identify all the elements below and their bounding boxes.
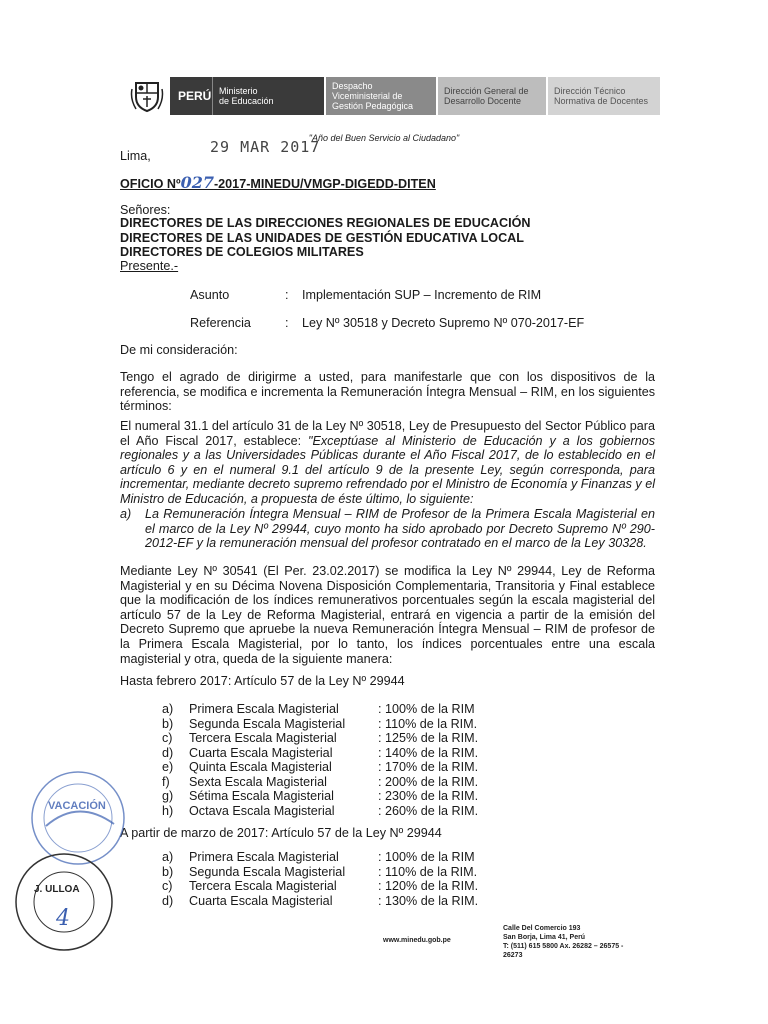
paragraph-2 [120,419,655,507]
footer-url: www.minedu.gob.pe [383,937,451,944]
scale-marker: d) [162,745,174,760]
list-2-title: A partir de marzo de 2017: Artículo 57 de la Ley Nº 29944 [120,826,442,840]
scale-name: Sétima Escala Magisterial [189,789,334,803]
scale-name: Quinta Escala Magisterial [189,760,332,774]
scale-name: Octava Escala Magisterial [189,803,335,818]
paragraph-2-intro: El numeral 31.1 del artículo 31 de la Ley Nº 30518, Ley de Presupuesto del Sector Público para el Año Fiscal 2017, establece: [120,419,655,448]
scale-marker: a) [162,702,174,716]
presente: Presente.- [120,259,179,273]
scale-marker: b) [162,716,174,731]
scale-marker: c) [162,879,173,893]
paragraph-2-item: La Remuneración Íntegra Mensual – RIM de Profesor de la Primera Escala Magisterial en el marco de la Ley Nº 29944, cuyo monto ha sido aprobado por Decreto Supremo Nº 290-2012-EF y la remuneración mensual del profesor contratado en el marco de la Ley 30328. [145,507,655,551]
scale-name: Primera Escala Magisterial [189,850,339,864]
header-direccion-general: Dirección General de Desarrollo Docente [438,77,546,115]
scale-marker: c) [162,731,173,745]
recipient-line: DIRECTORES DE LAS DIRECCIONES REGIONALES DE EDUCACIÓN [120,216,531,230]
scale-name: Tercera Escala Magisterial [189,879,337,893]
scale-marker: b) [162,864,174,879]
oficio-handwritten-number: 027 [180,173,214,192]
scale-value: : 140% de la RIM. [378,745,479,760]
list-marker: a) [120,507,132,521]
stamp-1-text: VACACIÓN [48,800,106,812]
header-country: PERÚ [170,77,212,115]
scale-value: : 100% de la RIM [378,850,475,864]
scale-value: : 125% de la RIM. [378,731,479,745]
footer-address-line: Calle Del Comercio 193 [503,925,581,932]
oficio-prefix: OFICIO Nº [120,177,181,191]
scale-value: : 130% de la RIM. [378,893,479,908]
scale-marker: g) [162,789,174,803]
scale-name: Tercera Escala Magisterial [189,731,337,745]
scale-name: Segunda Escala Magisterial [189,716,346,731]
list-1-title: Hasta febrero 2017: Artículo 57 de la Ley Nº 29944 [120,674,405,688]
city: Lima, [120,149,151,163]
signature: 4 [56,906,70,931]
scale-value: : 110% de la RIM. [378,864,478,879]
year-motto: "Año del Buen Servicio al Ciudadano" [308,133,460,143]
date-stamp: 29 MAR 2017 [210,138,321,156]
specialist-stamp-icon [12,850,116,954]
header-ministry: Ministerio de Educación [212,77,324,115]
footer-address-line: 26273 [503,952,523,959]
scale-value: : 260% de la RIM. [378,803,479,818]
header-despacho: Despacho Viceministerial de Gestión Pedagógica [326,77,436,115]
scale-value: : 110% de la RIM. [378,716,478,731]
oficio-number [120,173,436,192]
footer-address-line: San Borja, Lima 41, Perú [503,934,586,941]
referencia-value: Ley Nº 30518 y Decreto Supremo Nº 070-2017-EF [302,316,585,330]
scale-marker: a) [162,850,174,864]
scale-name: Cuarta Escala Magisterial [189,893,333,908]
scale-value: : 200% de la RIM. [378,774,479,789]
scale-value: : 100% de la RIM [378,702,475,716]
paragraph-3: Mediante Ley Nº 30541 (El Per. 23.02.2017) se modifica la Ley Nº 29944, Ley de Reforma Magisterial y en su Décima Novena Disposición Complementaria, Transitoria y Final establece que la modificación de los índices remunerativos porcentuales según la escala magisterial del artículo 57 de la Ley de Reforma Magisterial, entrará en vigencia a partir de la emisión del Decreto Supremo que apruebe la nueva Remuneración Íntegra Mensual – RIM de profesor de la Primera Escala Magisterial, por lo tanto, los índices porcentuales entre una escala magisterial y otra, queda de la siguiente manera: [120,564,655,666]
asunto-colon: : [285,288,289,302]
scale-marker: h) [162,803,174,818]
referencia-label: Referencia [190,316,251,330]
recipient-line: DIRECTORES DE LAS UNIDADES DE GESTIÓN EDUCATIVA LOCAL [120,231,524,245]
recipient-line: DIRECTORES DE COLEGIOS MILITARES [120,245,364,259]
asunto-value: Implementación SUP – Incremento de RIM [302,288,542,302]
scale-name: Cuarta Escala Magisterial [189,745,333,760]
letterhead [128,77,660,115]
paragraph-2-quote: "Exceptúase al Ministerio de Educación y a los gobiernos regionales y a las Universidades Públicas durante el Año Fiscal 2017, de lo establecido en el artículo 6 y en el numeral 9.1 del artículo 9 de la presente Ley, según corresponda, para incrementar, mediante decreto supremo refrendado por el Ministro de Economía y Finanzas y el Ministro de Educación, a propuesta de éste último, lo siguiente: [120,433,655,506]
oficio-suffix: -2017-MINEDU/VMGP-DIGEDD-DITEN [213,177,436,191]
paragraph-1: Tengo el agrado de dirigirme a usted, para manifestarle que con los dispositivos de la referencia, se modifica e incrementa la Remuneración Íntegra Mensual – RIM, en los siguientes términos: [120,370,655,414]
scale-value: : 170% de la RIM. [378,760,479,774]
greeting: De mi consideración: [120,343,238,357]
scale-name: Sexta Escala Magisterial [189,774,327,789]
asunto-label: Asunto [190,288,230,302]
scale-marker: e) [162,760,174,774]
scale-name: Segunda Escala Magisterial [189,864,346,879]
footer-address [503,924,623,960]
referencia-colon: : [285,316,289,330]
header-direccion-tecnico: Dirección Técnico Normativa de Docentes [548,77,660,115]
peru-coat-of-arms-icon [128,77,166,115]
scale-name: Primera Escala Magisterial [189,702,339,716]
scale-value: : 120% de la RIM. [378,879,479,893]
scale-value: : 230% de la RIM. [378,789,479,803]
salutation: Señores: [120,203,171,217]
footer-address-line: T: (511) 615 5800 Ax. 26282 – 26575 - [503,943,624,950]
stamp-2-name: J. ULLOA [34,884,80,895]
scale-marker: f) [162,774,170,789]
scale-marker: d) [162,893,174,908]
